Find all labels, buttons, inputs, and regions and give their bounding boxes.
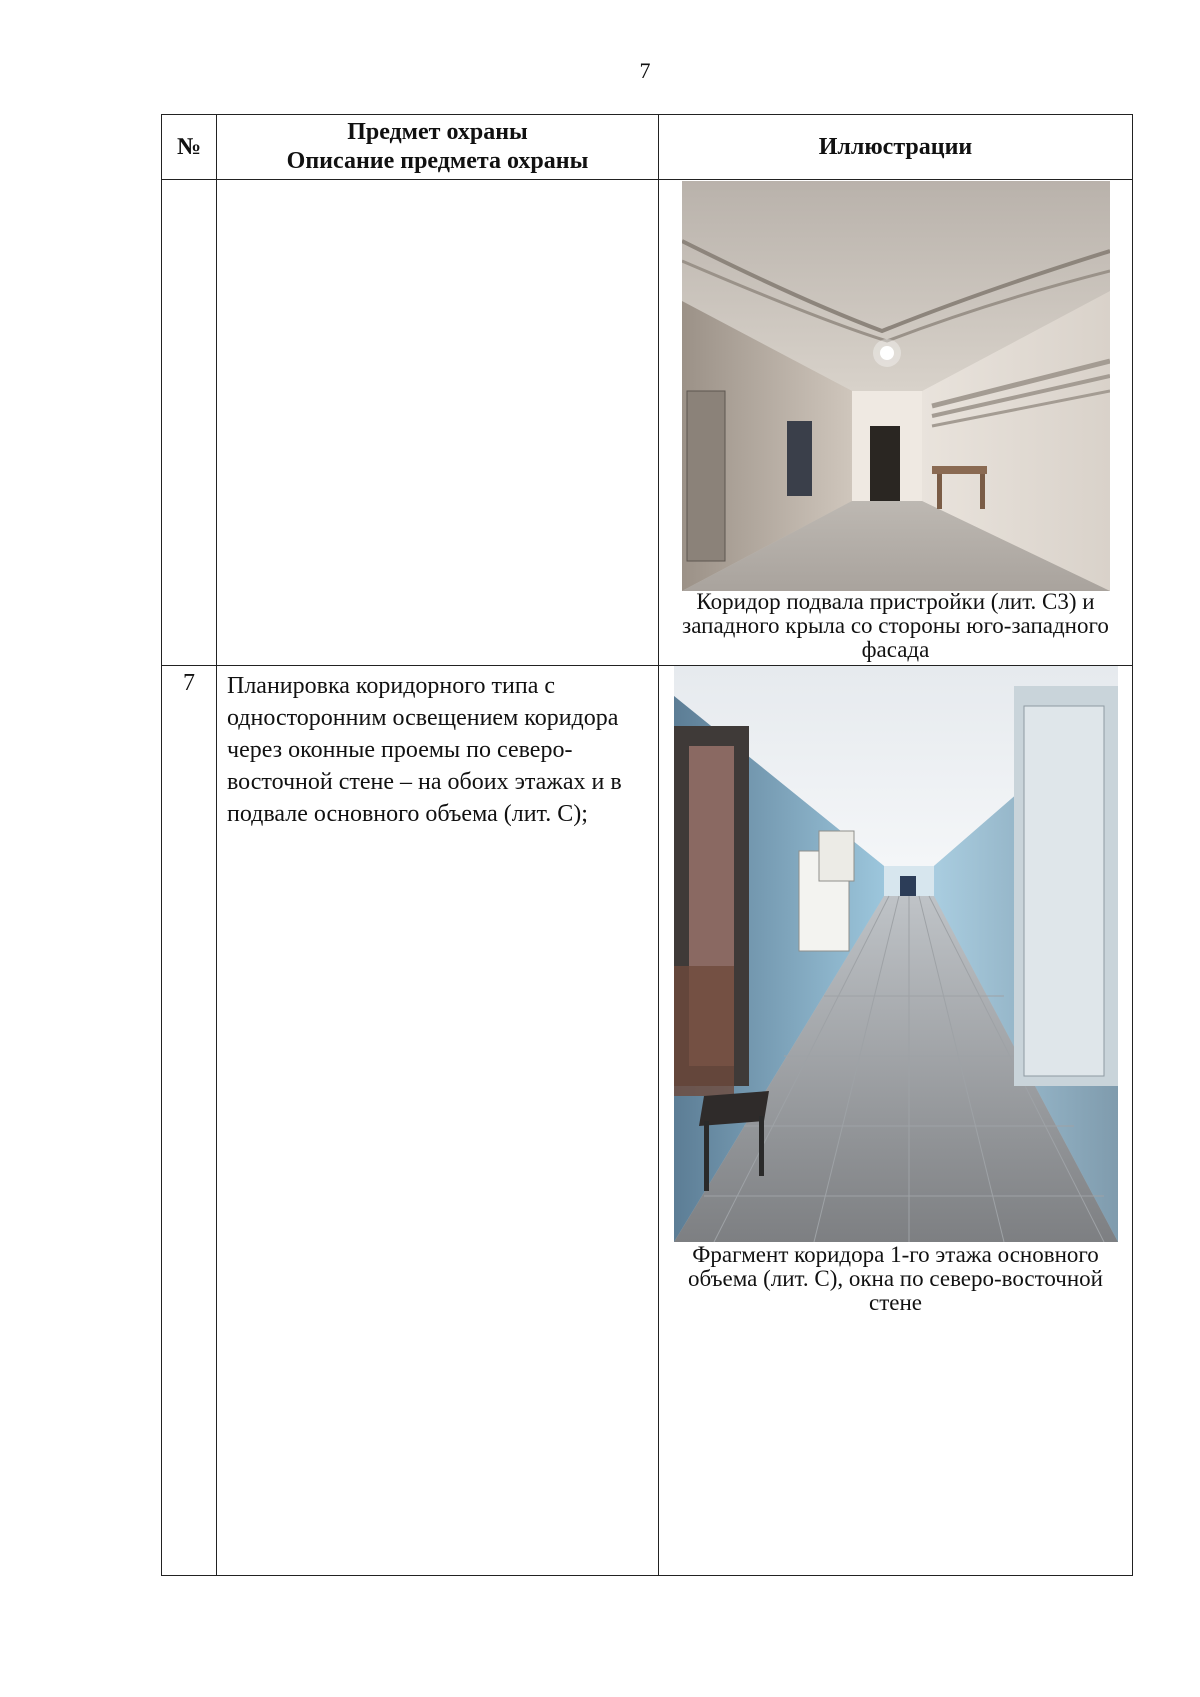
header-illustrations: Иллюстрации <box>659 115 1133 180</box>
row-illustration <box>659 180 1133 666</box>
first-floor-corridor-photo <box>674 666 1118 1242</box>
header-subject-description: Описание предмета охраны <box>286 148 589 174</box>
header-number: № <box>162 115 217 180</box>
photo-caption: Фрагмент коридора 1-го этажа основного объема (лит. С), окна по северо-восточной стене <box>688 1242 1103 1315</box>
row-illustration <box>659 666 1133 1576</box>
photo-caption: Коридор подвала пристройки (лит. С3) и западного крыла со стороны юго-западного фасада <box>682 589 1109 662</box>
table-row <box>162 180 1133 666</box>
page-number: 7 <box>639 58 651 83</box>
basement-corridor-photo <box>682 181 1110 591</box>
header-subject-title: Предмет охраны <box>347 119 528 145</box>
header-subject <box>217 115 659 180</box>
protection-subject-table <box>161 114 1133 1576</box>
table-header-row <box>162 115 1133 180</box>
row-description <box>217 180 659 666</box>
row-number <box>162 180 217 666</box>
row-number: 7 <box>162 666 217 1576</box>
table-row <box>162 666 1133 1576</box>
row-description: Планировка коридорного типа с односторонним освещением коридора через оконные проемы по северо-восточной стене – на обоих этажах и в подвале основного объема (лит. С); <box>217 666 659 1576</box>
